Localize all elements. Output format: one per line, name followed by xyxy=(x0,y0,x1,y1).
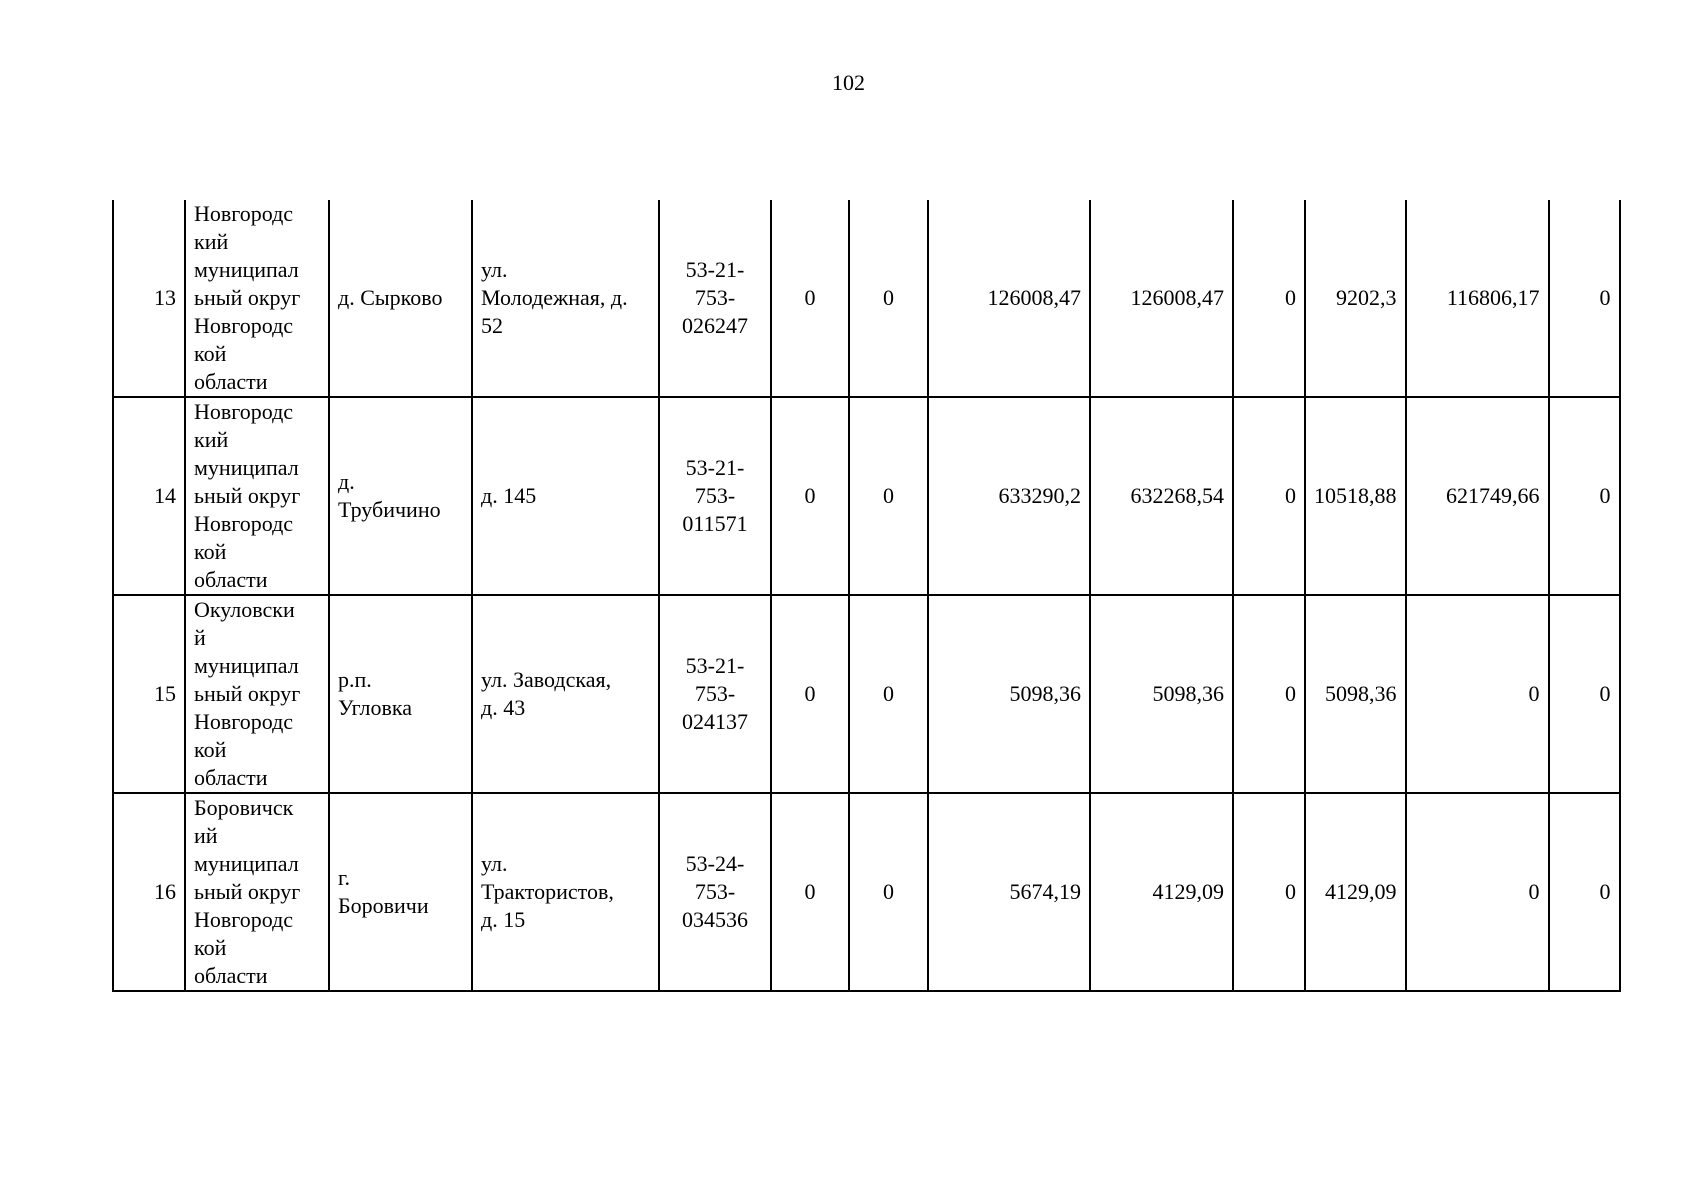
value-cell-8: 0 xyxy=(1549,793,1620,991)
row-number-cell: 15 xyxy=(113,595,185,793)
code-line: 53-24- xyxy=(685,851,745,876)
settlement-line: г. xyxy=(338,865,351,890)
page-number: 102 xyxy=(832,70,865,95)
district-line: кий xyxy=(194,427,229,452)
district-line: ьный округ xyxy=(194,483,301,508)
code-line: 026247 xyxy=(682,313,748,338)
district-line: области xyxy=(194,369,268,394)
value-cell-3: 633290,2 xyxy=(928,397,1090,595)
value-cell-1: 0 xyxy=(771,200,849,397)
code-line: 753- xyxy=(694,483,736,508)
settlement-line: Трубичино xyxy=(338,497,441,522)
district-line: Новгородс xyxy=(194,907,294,932)
district-line: Новгородс xyxy=(194,399,294,424)
value-cell-8: 0 xyxy=(1549,595,1620,793)
district-line: Новгородс xyxy=(194,201,294,226)
address-cell xyxy=(472,793,659,991)
code-line: 011571 xyxy=(682,511,748,536)
address-line: Молодежная, д. xyxy=(481,285,628,310)
value-cell-4: 5098,36 xyxy=(1090,595,1233,793)
value-cell-2: 0 xyxy=(849,200,928,397)
value-cell-4: 4129,09 xyxy=(1090,793,1233,991)
value-cell-5: 0 xyxy=(1233,595,1305,793)
settlement-line: д. xyxy=(338,469,355,494)
value-cell-3: 126008,47 xyxy=(928,200,1090,397)
value-cell-7: 0 xyxy=(1406,793,1549,991)
value-cell-8: 0 xyxy=(1549,200,1620,397)
address-line: д. 145 xyxy=(481,483,537,508)
district-cell xyxy=(185,793,329,991)
settlement-line: Угловка xyxy=(338,695,413,720)
district-cell xyxy=(185,200,329,397)
address-line: ул. xyxy=(481,257,508,282)
district-line: й xyxy=(194,625,206,650)
row-number-cell: 16 xyxy=(113,793,185,991)
code-cell xyxy=(659,200,771,397)
value-cell-6: 5098,36 xyxy=(1305,595,1406,793)
district-line: муниципал xyxy=(194,653,299,678)
table-row xyxy=(113,793,1620,991)
table-row xyxy=(113,200,1620,397)
value-cell-1: 0 xyxy=(771,595,849,793)
settlement-cell xyxy=(329,397,472,595)
table-row xyxy=(113,397,1620,595)
code-line: 753- xyxy=(694,285,736,310)
settlement-cell xyxy=(329,595,472,793)
value-cell-2: 0 xyxy=(849,397,928,595)
district-line: области xyxy=(194,765,268,790)
data-table xyxy=(112,200,1621,992)
settlement-cell xyxy=(329,200,472,397)
value-cell-7: 0 xyxy=(1406,595,1549,793)
code-line: 53-21- xyxy=(685,257,745,282)
value-cell-2: 0 xyxy=(849,793,928,991)
district-line: Новгородс xyxy=(194,709,294,734)
value-cell-3: 5674,19 xyxy=(928,793,1090,991)
district-line: кой xyxy=(194,935,227,960)
address-cell xyxy=(472,397,659,595)
settlement-line: д. Сырково xyxy=(338,285,443,310)
district-cell xyxy=(185,397,329,595)
value-cell-5: 0 xyxy=(1233,200,1305,397)
district-line: Новгородс xyxy=(194,313,294,338)
address-cell xyxy=(472,200,659,397)
code-cell xyxy=(659,595,771,793)
code-line: 753- xyxy=(694,879,736,904)
district-line: Новгородс xyxy=(194,511,294,536)
row-number-cell: 14 xyxy=(113,397,185,595)
code-cell xyxy=(659,397,771,595)
district-line: ьный округ xyxy=(194,681,301,706)
district-line: области xyxy=(194,567,268,592)
settlement-line: Боровичи xyxy=(338,893,429,918)
code-line: 53-21- xyxy=(685,455,745,480)
value-cell-1: 0 xyxy=(771,397,849,595)
district-cell xyxy=(185,595,329,793)
code-line: 753- xyxy=(694,681,736,706)
value-cell-5: 0 xyxy=(1233,793,1305,991)
district-line: кий xyxy=(194,229,229,254)
value-cell-3: 5098,36 xyxy=(928,595,1090,793)
district-line: кой xyxy=(194,737,227,762)
code-line: 024137 xyxy=(682,709,748,734)
value-cell-6: 4129,09 xyxy=(1305,793,1406,991)
value-cell-7: 621749,66 xyxy=(1406,397,1549,595)
district-line: Боровичск xyxy=(194,795,294,820)
district-line: кой xyxy=(194,539,227,564)
value-cell-6: 10518,88 xyxy=(1305,397,1406,595)
value-cell-4: 126008,47 xyxy=(1090,200,1233,397)
value-cell-4: 632268,54 xyxy=(1090,397,1233,595)
value-cell-6: 9202,3 xyxy=(1305,200,1406,397)
district-line: ьный округ xyxy=(194,285,301,310)
address-line: 52 xyxy=(481,313,503,338)
value-cell-2: 0 xyxy=(849,595,928,793)
value-cell-7: 116806,17 xyxy=(1406,200,1549,397)
code-line: 53-21- xyxy=(685,653,745,678)
value-cell-1: 0 xyxy=(771,793,849,991)
district-line: Окуловски xyxy=(194,597,295,622)
address-line: д. 43 xyxy=(481,695,526,720)
table-row xyxy=(113,595,1620,793)
value-cell-5: 0 xyxy=(1233,397,1305,595)
address-line: ул. Заводская, xyxy=(481,667,612,692)
district-line: области xyxy=(194,963,268,988)
code-cell xyxy=(659,793,771,991)
district-line: ьный округ xyxy=(194,879,301,904)
settlement-line: р.п. xyxy=(338,667,372,692)
district-line: муниципал xyxy=(194,257,299,282)
settlement-cell xyxy=(329,793,472,991)
address-line: Трактористов, xyxy=(481,879,614,904)
address-cell xyxy=(472,595,659,793)
district-line: ий xyxy=(194,823,218,848)
district-line: муниципал xyxy=(194,455,299,480)
table-body xyxy=(113,200,1620,991)
district-line: муниципал xyxy=(194,851,299,876)
address-line: д. 15 xyxy=(481,907,526,932)
value-cell-8: 0 xyxy=(1549,397,1620,595)
district-line: кой xyxy=(194,341,227,366)
address-line: ул. xyxy=(481,851,508,876)
code-line: 034536 xyxy=(682,907,748,932)
row-number-cell: 13 xyxy=(113,200,185,397)
